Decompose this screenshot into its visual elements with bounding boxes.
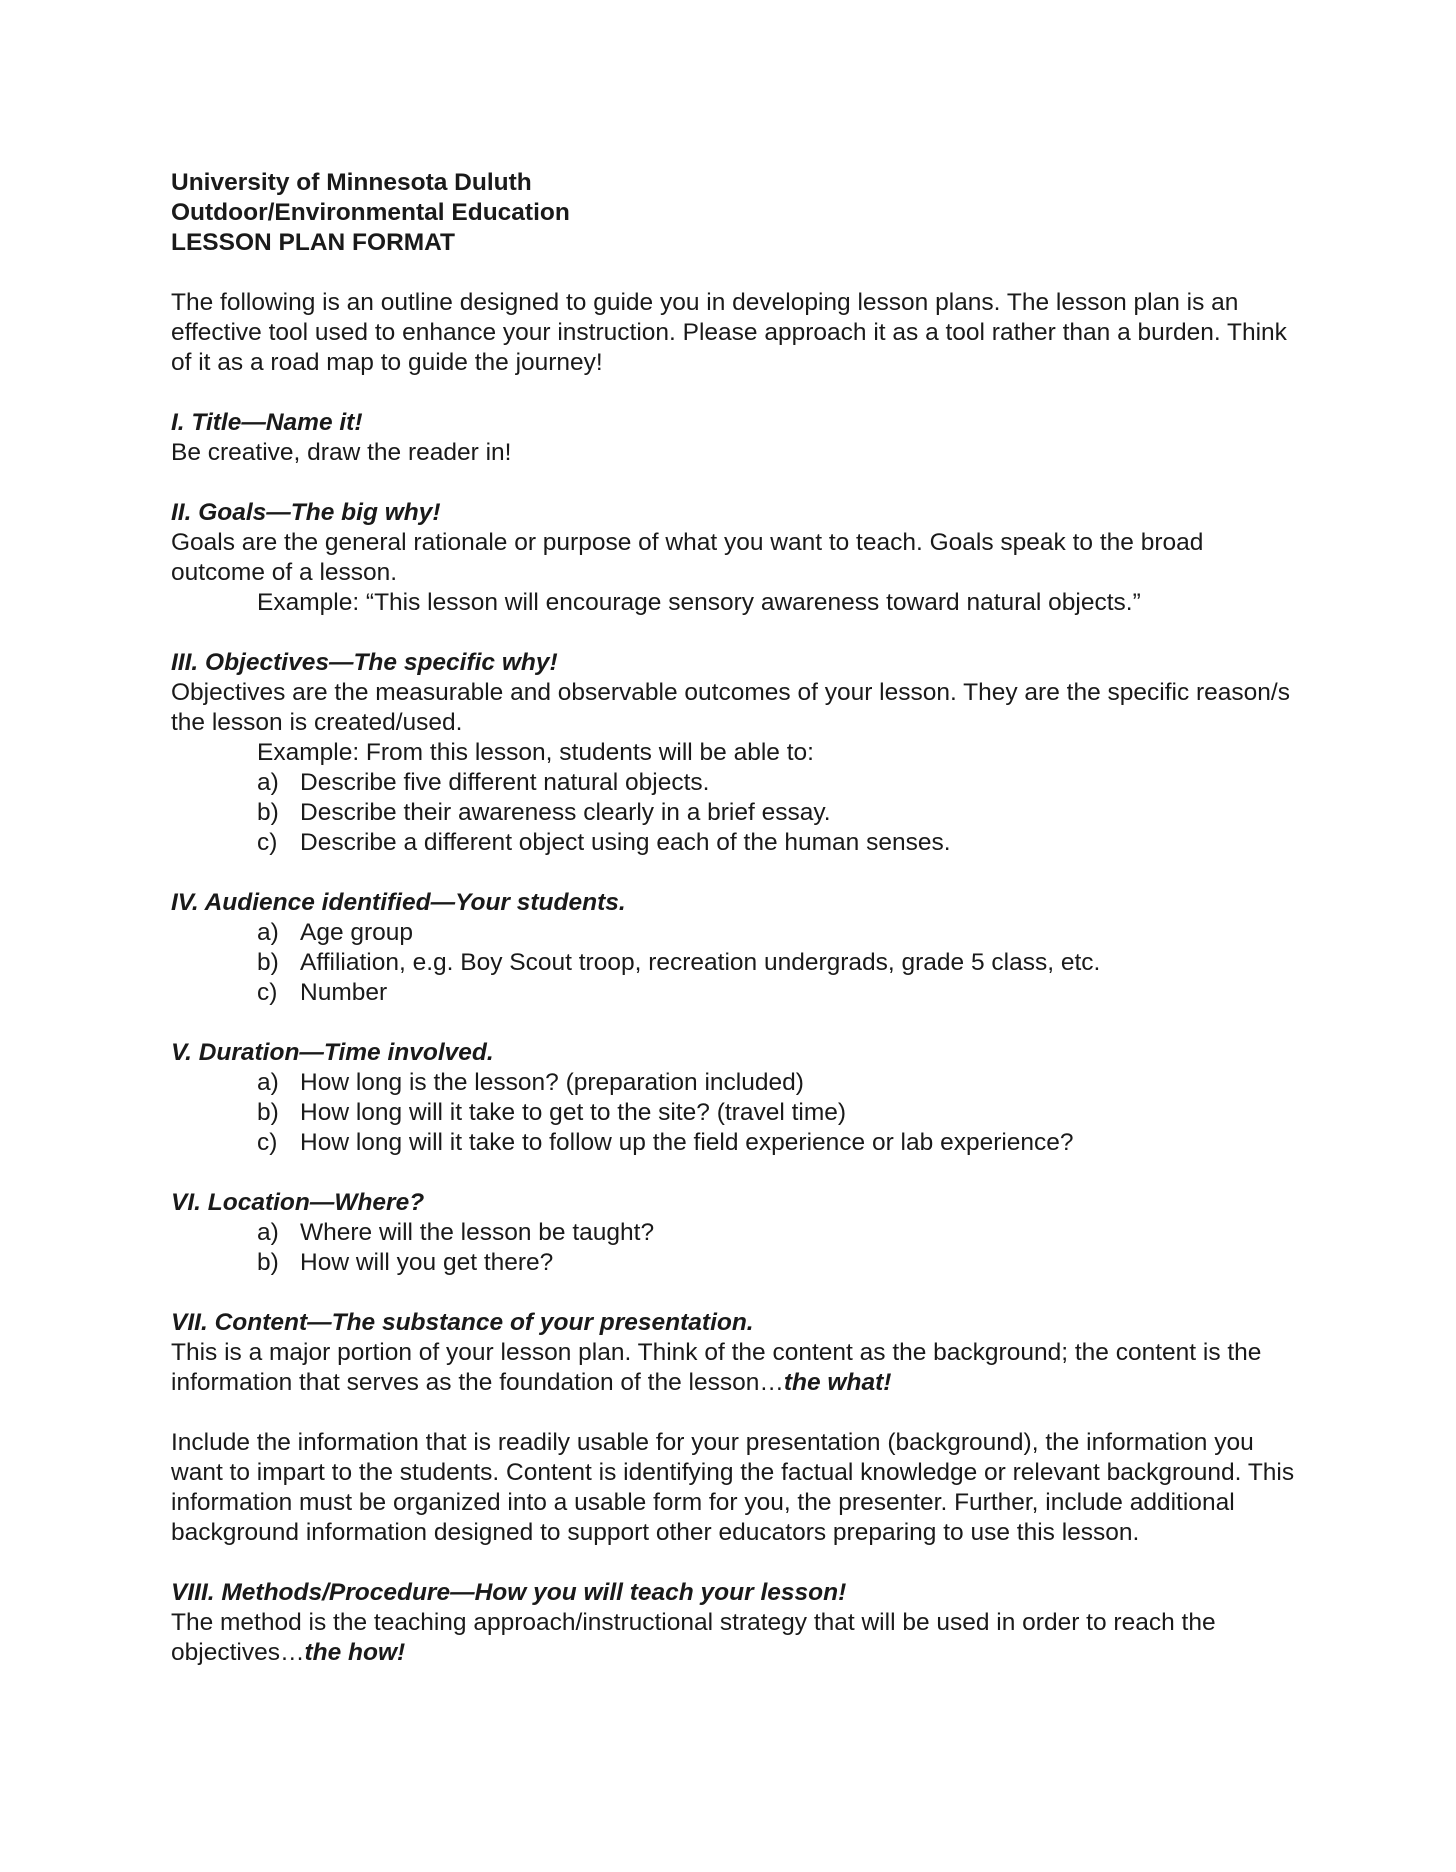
section-heading: IV. Audience identified—Your students. — [171, 889, 626, 916]
list-item-text: Where will the lesson be taught? — [300, 1219, 655, 1246]
duration-list — [171, 1068, 1301, 1158]
list-marker: c) — [257, 829, 278, 856]
document-title: LESSON PLAN FORMAT — [171, 229, 456, 256]
list-item — [171, 798, 1301, 828]
list-marker: b) — [257, 1099, 279, 1126]
list-marker: c) — [257, 1129, 278, 1156]
list-marker: a) — [257, 919, 279, 946]
list-item-text: Affiliation, e.g. Boy Scout troop, recreation undergrads, grade 5 class, etc. — [300, 949, 1101, 976]
emphasis-text: the how! — [304, 1639, 406, 1666]
list-marker: b) — [257, 799, 279, 826]
list-item — [171, 768, 1301, 798]
list-item-text: How long will it take to get to the site? (travel time) — [300, 1099, 847, 1126]
list-item-text: How will you get there? — [300, 1249, 554, 1276]
section-body-secondary: Include the information that is readily usable for your presentation (background), the information you want to impart to the students. Content is identifying the factual knowledge or relevant background. This information must be organized into a usable form for you, the presenter. Further, include additional background information designed to support other educators preparing to use this lesson. — [171, 1429, 1295, 1546]
audience-list — [171, 918, 1301, 1008]
emphasis-text: the what! — [783, 1369, 892, 1396]
body-text: This is a major portion of your lesson plan. Think of the content as the background; the content is the information that serves as the foundation of the lesson… — [171, 1339, 1262, 1396]
objectives-list — [171, 768, 1301, 858]
section-example: Example: From this lesson, students will be able to: — [257, 739, 814, 766]
section-body — [171, 1608, 1301, 1668]
program-name: Outdoor/Environmental Education — [171, 199, 570, 226]
list-item-text: Number — [300, 979, 388, 1006]
section-location — [171, 1188, 1301, 1278]
list-marker: b) — [257, 1249, 279, 1276]
list-item-text: How long is the lesson? (preparation included) — [300, 1069, 804, 1096]
section-heading: VII. Content—The substance of your presentation. — [171, 1309, 754, 1336]
list-marker: a) — [257, 1069, 279, 1096]
section-body: Goals are the general rationale or purpose of what you want to teach. Goals speak to the broad outcome of a lesson. — [171, 529, 1204, 586]
section-heading: III. Objectives—The specific why! — [171, 649, 558, 676]
list-item-text: Describe five different natural objects. — [300, 769, 710, 796]
section-objectives — [171, 648, 1301, 858]
list-item — [171, 1248, 1301, 1278]
section-body — [171, 1338, 1301, 1398]
lesson-plan-document — [171, 168, 1301, 1668]
section-heading: VIII. Methods/Procedure—How you will teach your lesson! — [171, 1579, 847, 1606]
section-duration — [171, 1038, 1301, 1158]
location-list — [171, 1218, 1301, 1278]
list-item — [171, 1128, 1301, 1158]
list-item-text: Describe their awareness clearly in a brief essay. — [300, 799, 831, 826]
body-text: The method is the teaching approach/instructional strategy that will be used in order to reach the objectives… — [171, 1609, 1216, 1666]
section-methods — [171, 1578, 1301, 1668]
list-marker: a) — [257, 1219, 279, 1246]
list-marker: b) — [257, 949, 279, 976]
intro-paragraph: The following is an outline designed to guide you in developing lesson plans. The lesson plan is an effective tool used to enhance your instruction. Please approach it as a tool rather than a burden. Think of it as a road map to guide the journey! — [171, 289, 1287, 376]
section-heading: V. Duration—Time involved. — [171, 1039, 494, 1066]
section-goals — [171, 498, 1301, 618]
section-title — [171, 408, 1301, 468]
list-marker: c) — [257, 979, 278, 1006]
list-item — [171, 828, 1301, 858]
list-marker: a) — [257, 769, 279, 796]
section-audience — [171, 888, 1301, 1008]
institution-name: University of Minnesota Duluth — [171, 169, 532, 196]
section-body: Objectives are the measurable and observable outcomes of your lesson. They are the specific reason/s the lesson is created/used. — [171, 679, 1290, 736]
section-body: Be creative, draw the reader in! — [171, 439, 512, 466]
section-content — [171, 1308, 1301, 1548]
list-item-text: How long will it take to follow up the field experience or lab experience? — [300, 1129, 1074, 1156]
section-heading: VI. Location—Where? — [171, 1189, 425, 1216]
list-item — [171, 948, 1301, 978]
list-item — [171, 1218, 1301, 1248]
list-item — [171, 1098, 1301, 1128]
list-item — [171, 978, 1301, 1008]
section-heading: I. Title—Name it! — [171, 409, 363, 436]
section-example: Example: “This lesson will encourage sensory awareness toward natural objects.” — [257, 589, 1141, 616]
list-item — [171, 1068, 1301, 1098]
section-heading: II. Goals—The big why! — [171, 499, 441, 526]
list-item-text: Age group — [300, 919, 414, 946]
list-item — [171, 918, 1301, 948]
list-item-text: Describe a different object using each of the human senses. — [300, 829, 951, 856]
